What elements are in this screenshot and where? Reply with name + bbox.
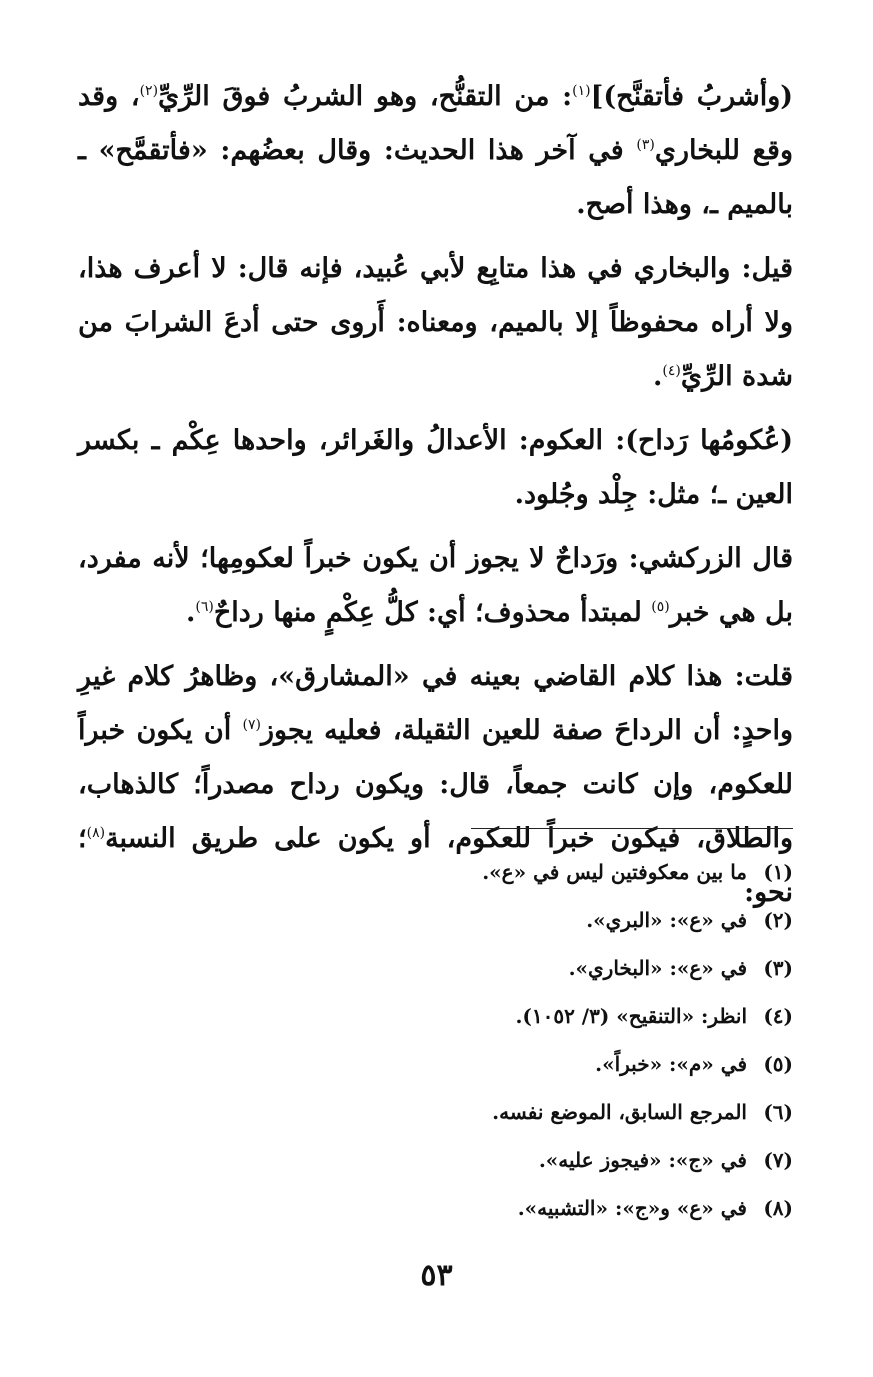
footnote-number: (٨): [763, 1196, 793, 1220]
paragraph-text: في آخر هذا الحديث: وقال بعضُهم: «فأتقمَّح» ـ بالميم ـ، وهذا أصح.: [78, 135, 793, 220]
paragraph-text: : العكوم: الأعدالُ والغَرائر، واحدها عِكْم ـ بكسر العين ـ؛ مثل: جِلْد وجُلود.: [78, 425, 793, 510]
paragraph-text: قال الزركشي: ورَداحٌ لا يجوز أن يكون خبراً لعكومِها؛ لأنه مفرد، بل هي خبر: [78, 543, 793, 628]
page-number: ٥٣: [420, 1258, 453, 1293]
footnote-number: (٥): [763, 1052, 793, 1076]
footnote-number: (٦): [763, 1100, 793, 1124]
footnote-item: [78, 1136, 793, 1184]
main-text: [78, 70, 793, 930]
paragraph-2: [78, 242, 793, 404]
footnote-number: (٣): [763, 956, 793, 980]
paragraph-3: [78, 414, 793, 522]
footnote-divider: [471, 828, 793, 829]
footnote-text: ما بين معكوفتين ليس في «ع».: [482, 860, 747, 884]
paragraph-text: ؛ نحو:: [78, 823, 793, 908]
footnote-item: [78, 1088, 793, 1136]
paragraph-text: قيل: والبخاري في هذا متابِع لأبي عُبيد، فإنه قال: لا أعرف هذا، ولا أراه محفوظاً إلا بالميم، ومعناه: أَروى حتى أدعَ الشرابَ من شدة الرِّيِّ: [78, 253, 793, 392]
footnote-text: في «ع»: «البخاري».: [568, 956, 747, 980]
footnote-number: (٤): [763, 1004, 793, 1028]
footnote-text: في «ع» و«ج»: «التشبيه».: [517, 1196, 747, 1220]
footnote-item: [78, 944, 793, 992]
footnote-ref[interactable]: (٢): [139, 83, 159, 99]
footnote-item: [78, 1040, 793, 1088]
footnote-number: (١): [763, 860, 793, 884]
footnote-item: [78, 848, 793, 896]
footnote-ref[interactable]: (١): [572, 83, 591, 99]
footnote-item: [78, 1184, 793, 1232]
footnote-text: انظر: «التنقيح» (٣/ ١٠٥٢).: [515, 1004, 747, 1028]
paragraph-1: [78, 70, 793, 232]
footnote-text: في «ع»: «البري».: [586, 908, 747, 932]
footnote-text: في «ج»: «فيجوز عليه».: [538, 1148, 747, 1172]
footnote-ref[interactable]: (٥): [651, 599, 670, 615]
paragraph-text: : هذا كلام القاضي بعينه في «المشارق»، وظاهرُ كلام غيرِ واحدٍ: أن الرداحَ صفة للعين الثقيلة، فعليه يجوز: [78, 661, 794, 746]
paragraph-text: .: [653, 361, 663, 392]
paragraph-text: : من التقنُّح، وهو الشربُ فوقَ الرِّيِّ: [158, 81, 573, 112]
footnote-ref[interactable]: (٦): [195, 599, 214, 615]
footnote-item: [78, 896, 793, 944]
quoted-phrase: (وأشربُ فأتقنَّح)]: [590, 81, 794, 112]
quoted-phrase: قلت: [744, 661, 793, 692]
footnote-ref[interactable]: (٤): [662, 363, 681, 379]
footnote-item: [78, 992, 793, 1040]
paragraph-text: لمبتدأ محذوف؛ أي: كلُّ عِكْمٍ منها رداحٌ: [213, 597, 652, 628]
paragraph-text: .: [185, 597, 196, 628]
footnote-ref[interactable]: (٨): [86, 825, 106, 841]
footnote-text: المرجع السابق، الموضع نفسه.: [492, 1100, 747, 1124]
footnotes-list: [78, 848, 793, 1232]
paragraph-text: أن يكون خبراً للعكوم، وإن كانت جمعاً، قال: ويكون رداح مصدراً؛ كالذهاب، والطلاق، فيكون خبراً للعكوم، أو يكون على طريق النسبة: [78, 715, 793, 854]
footnote-number: (٢): [763, 908, 793, 932]
footnote-text: في «م»: «خبراً».: [595, 1052, 747, 1076]
footnote-ref[interactable]: (٧): [242, 717, 261, 733]
quoted-phrase: (عُكومُها رَداح): [625, 425, 794, 456]
footnote-ref[interactable]: (٣): [636, 137, 655, 153]
paragraph-text: ، وقد وقع للبخاري: [78, 81, 793, 166]
footnote-number: (٧): [763, 1148, 793, 1172]
paragraph-4: [78, 532, 793, 640]
